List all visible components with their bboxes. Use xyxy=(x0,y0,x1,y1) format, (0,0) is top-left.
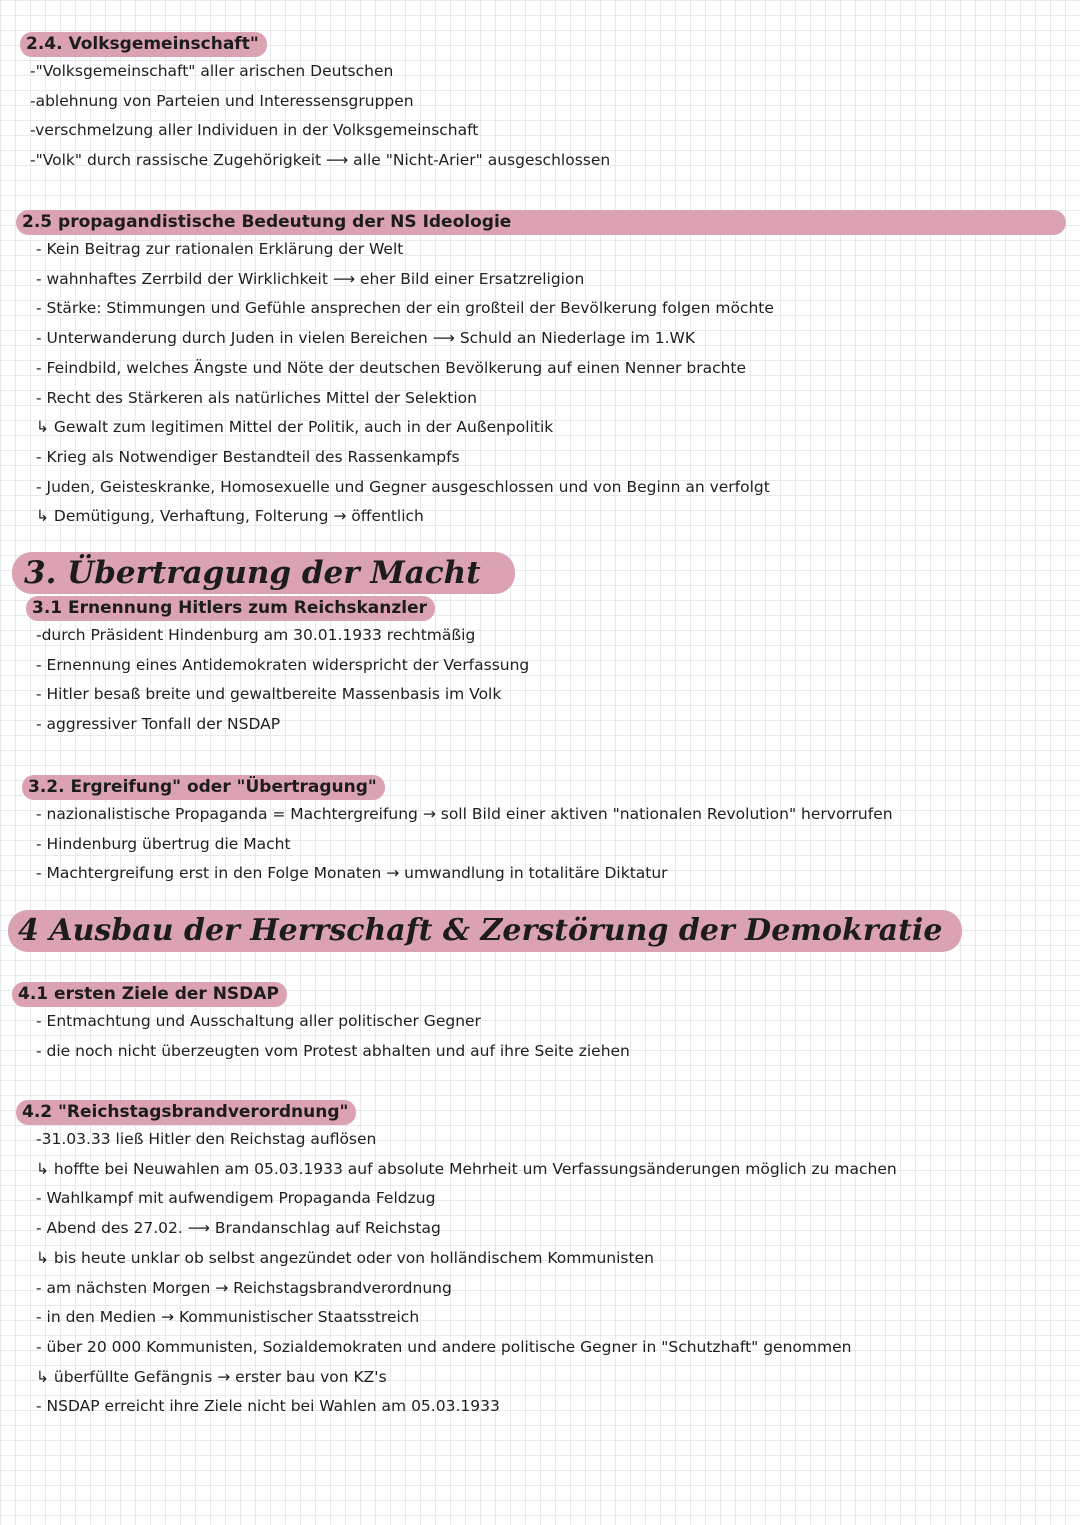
list-item: - Abend des 27.02. ⟶ Brandanschlag auf Reichstag xyxy=(36,1219,441,1238)
list-item: -"Volk" durch rassische Zugehörigkeit ⟶ alle "Nicht-Arier" ausgeschlossen xyxy=(30,151,611,170)
list-item: ↳ bis heute unklar ob selbst angezündet oder von holländischem Kommunisten xyxy=(36,1248,654,1267)
list-4-2 xyxy=(0,1125,1080,1422)
list-item: - Recht des Stärkeren als natürliches Mittel der Selektion xyxy=(36,388,477,407)
section-2-5 xyxy=(0,210,1080,532)
list-item: ↳ hoffte bei Neuwahlen am 05.03.1933 auf absolute Mehrheit um Verfassungsänderungen möglich zu machen xyxy=(36,1159,897,1178)
list-item: - in den Medien → Kommunistischer Staatsstreich xyxy=(36,1308,420,1327)
list-item: -ablehnung von Parteien und Interessensgruppen xyxy=(30,91,414,110)
list-item: ↳ überfüllte Gefängnis → erster bau von KZ's xyxy=(36,1367,387,1386)
section-4-1 xyxy=(0,982,1080,1066)
heading-4: 4 Ausbau der Herrschaft & Zerstörung der Demokratie xyxy=(8,910,962,952)
section-4 xyxy=(0,910,1080,952)
list-item: - nazionalistische Propaganda = Machtergreifung → soll Bild einer aktiven "nationalen Revolution" hervorrufen xyxy=(36,805,893,823)
list-3-2 xyxy=(0,800,1080,889)
list-item: - Ernennung eines Antidemokraten widerspricht der Verfassung xyxy=(36,655,530,674)
list-item: - über 20 000 Kommunisten, Sozialdemokraten und andere politische Gegner in "Schutzhaft" genommen xyxy=(36,1337,852,1356)
list-item: - Machtergreifung erst in den Folge Monaten → umwandlung in totalitäre Diktatur xyxy=(36,864,668,883)
section-2-4 xyxy=(0,32,1080,176)
heading-2-4: 2.4. Volksgemeinschaft" xyxy=(20,32,267,57)
list-item: - Hitler besaß breite und gewaltbereite Massenbasis im Volk xyxy=(36,685,502,704)
list-item: ↳ Gewalt zum legitimen Mittel der Politik, auch in der Außenpolitik xyxy=(36,418,554,437)
section-3-1 xyxy=(0,596,1080,740)
list-item: - Kein Beitrag zur rationalen Erklärung der Welt xyxy=(36,240,404,258)
list-item: - am nächsten Morgen → Reichstagsbrandverordnung xyxy=(36,1278,452,1297)
list-2-4 xyxy=(0,57,1080,176)
heading-3-2: 3.2. Ergreifung" oder "Übertragung" xyxy=(22,775,385,800)
heading-3: 3. Übertragung der Macht xyxy=(12,552,515,594)
heading-2-5: 2.5 propagandistische Bedeutung der NS Ideologie xyxy=(16,210,1066,235)
list-item: - aggressiver Tonfall der NSDAP xyxy=(36,715,281,734)
section-3 xyxy=(0,552,1080,594)
list-item: - NSDAP erreicht ihre Ziele nicht bei Wahlen am 05.03.1933 xyxy=(36,1397,500,1416)
heading-4-1: 4.1 ersten Ziele der NSDAP xyxy=(12,982,287,1007)
list-item: -"Volksgemeinschaft" aller arischen Deutschen xyxy=(30,62,394,80)
list-item: - Stärke: Stimmungen und Gefühle ansprechen der ein großteil der Bevölkerung folgen möchte xyxy=(36,299,774,318)
list-4-1 xyxy=(0,1007,1080,1066)
list-item: - Krieg als Notwendiger Bestandteil des Rassenkampfs xyxy=(36,447,460,466)
section-3-2 xyxy=(0,775,1080,889)
list-item: -durch Präsident Hindenburg am 30.01.1933 rechtmäßig xyxy=(36,626,476,644)
list-item: -verschmelzung aller Individuen in der Volksgemeinschaft xyxy=(30,121,479,140)
list-item: - Entmachtung und Ausschaltung aller politischer Gegner xyxy=(36,1012,481,1030)
list-item: ↳ Demütigung, Verhaftung, Folterung → öffentlich xyxy=(36,507,424,526)
list-item: - wahnhaftes Zerrbild der Wirklichkeit ⟶ eher Bild einer Ersatzreligion xyxy=(36,269,585,288)
list-item: - Wahlkampf mit aufwendigem Propaganda Feldzug xyxy=(36,1189,436,1208)
list-item: - Hindenburg übertrug die Macht xyxy=(36,834,291,853)
list-2-5 xyxy=(0,235,1080,532)
list-item: -31.03.33 ließ Hitler den Reichstag auflösen xyxy=(36,1130,377,1148)
heading-3-1: 3.1 Ernennung Hitlers zum Reichskanzler xyxy=(26,596,435,621)
list-item: - Juden, Geisteskranke, Homosexuelle und Gegner ausgeschlossen und von Beginn an verfolgt xyxy=(36,477,770,496)
list-item: - Unterwanderung durch Juden in vielen Bereichen ⟶ Schuld an Niederlage im 1.WK xyxy=(36,329,696,348)
section-4-2 xyxy=(0,1100,1080,1422)
heading-4-2: 4.2 "Reichstagsbrandverordnung" xyxy=(16,1100,356,1125)
list-item: - Feindbild, welches Ängste und Nöte der deutschen Bevölkerung auf einen Nenner brachte xyxy=(36,358,747,377)
list-3-1 xyxy=(0,621,1080,740)
list-item: - die noch nicht überzeugten vom Protest abhalten und auf ihre Seite ziehen xyxy=(36,1041,630,1060)
